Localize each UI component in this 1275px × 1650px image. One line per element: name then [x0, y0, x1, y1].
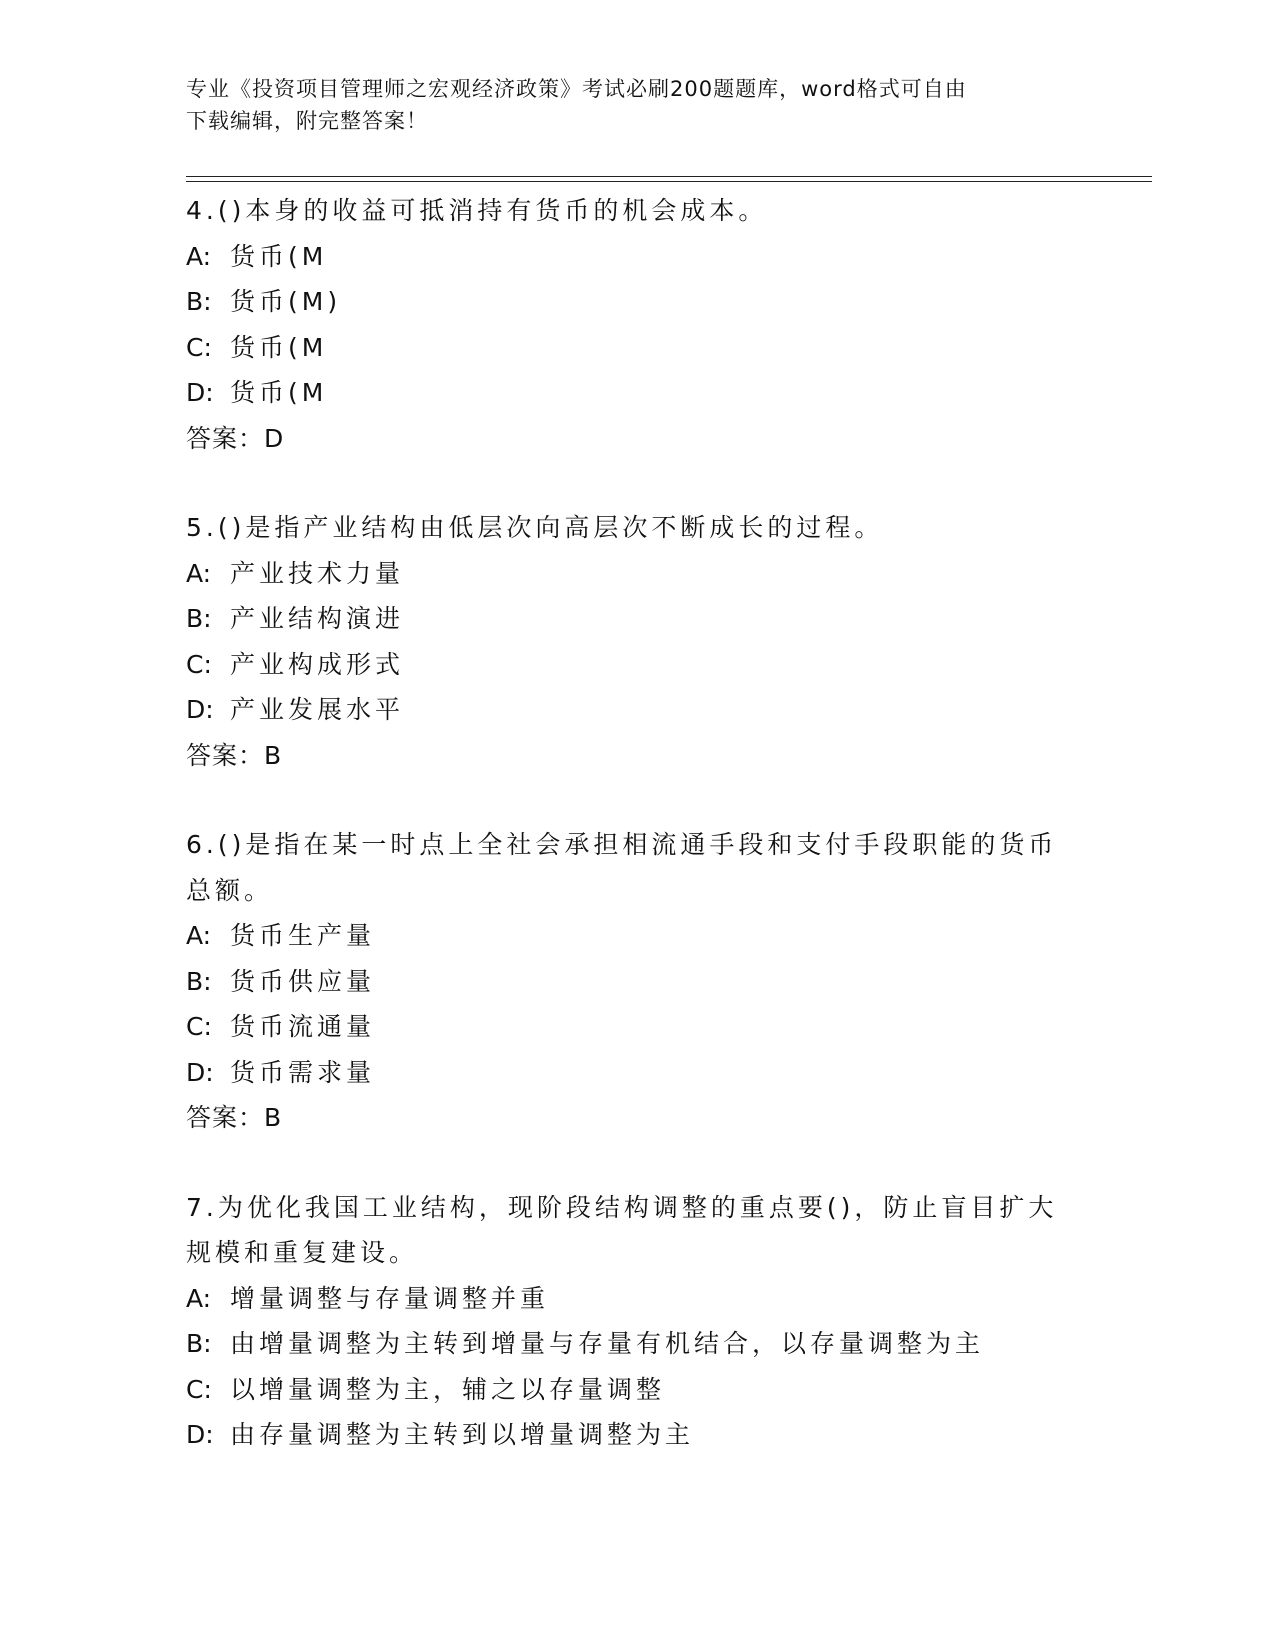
- option-b: [186, 596, 1066, 642]
- question-list: [186, 188, 1066, 1458]
- option-letter: A:: [186, 558, 212, 588]
- option-text: 货币(M: [230, 332, 328, 362]
- answer-line: 答案：B: [186, 740, 283, 770]
- question-6: [186, 822, 1066, 1141]
- option-text: 货币流通量: [230, 1012, 376, 1041]
- option-letter: B:: [186, 966, 212, 996]
- option-b: [186, 279, 1066, 325]
- option-letter: D:: [186, 695, 214, 724]
- option-d: [186, 370, 1066, 416]
- header-line-1: 专业《投资项目管理师之宏观经济政策》考试必刷200题题库，word格式可自由: [186, 77, 967, 101]
- option-c: [186, 642, 1066, 688]
- option-letter: D:: [186, 1420, 214, 1449]
- option-c: [186, 1367, 1066, 1413]
- option-text: 货币(M): [230, 287, 342, 316]
- header-divider-secondary: [186, 181, 1152, 182]
- option-letter: C:: [186, 332, 212, 362]
- question-5: [186, 505, 1066, 778]
- option-letter: D:: [186, 1057, 214, 1087]
- option-letter: C:: [186, 649, 212, 679]
- option-d: [186, 1412, 1066, 1458]
- option-a: [186, 1276, 1066, 1322]
- option-letter: A:: [186, 241, 212, 271]
- option-letter: D:: [186, 378, 214, 407]
- option-d: [186, 1050, 1066, 1096]
- question-stem: 4.()本身的收益可抵消持有货币的机会成本。: [186, 196, 768, 225]
- option-text: 由存量调整为主转到以增量调整为主: [230, 1420, 695, 1449]
- header-line-2: 下载编辑，附完整答案！: [186, 109, 428, 133]
- option-text: 货币供应量: [230, 966, 376, 996]
- option-letter: B:: [186, 287, 212, 316]
- option-a: [186, 913, 1066, 959]
- question-7: [186, 1185, 1066, 1458]
- question-stem: 5.()是指产业结构由低层次向高层次不断成长的过程。: [186, 513, 884, 542]
- option-b: [186, 959, 1066, 1005]
- option-b: [186, 1321, 1066, 1367]
- option-text: 货币生产量: [230, 921, 376, 950]
- option-text: 产业发展水平: [230, 695, 405, 724]
- option-text: 产业结构演进: [230, 604, 405, 633]
- option-a: [186, 551, 1066, 597]
- option-letter: A:: [186, 921, 212, 950]
- option-text: 货币(M: [230, 241, 328, 271]
- option-text: 增量调整与存量调整并重: [230, 1283, 550, 1313]
- option-c: [186, 325, 1066, 371]
- question-stem: 6.()是指在某一时点上全社会承担相流通手段和支付手段职能的货币总额。: [186, 830, 1058, 905]
- option-a: [186, 234, 1066, 280]
- option-letter: B:: [186, 604, 212, 633]
- option-letter: C:: [186, 1374, 212, 1404]
- option-letter: B:: [186, 1329, 212, 1358]
- option-letter: A:: [186, 1283, 212, 1313]
- answer-line: 答案：D: [186, 423, 285, 453]
- option-c: [186, 1004, 1066, 1050]
- header-divider: [186, 176, 1152, 177]
- option-text: 由增量调整为主转到增量与存量有机结合，以存量调整为主: [230, 1329, 985, 1358]
- option-text: 货币需求量: [230, 1057, 376, 1087]
- question-4: [186, 188, 1066, 461]
- option-letter: C:: [186, 1012, 212, 1041]
- answer-line: 答案：B: [186, 1103, 283, 1132]
- document-header: [186, 73, 1066, 137]
- question-stem: 7.为优化我国工业结构，现阶段结构调整的重点要()，防止盲目扩大规模和重复建设。: [186, 1192, 1058, 1267]
- option-text: 产业技术力量: [230, 558, 405, 588]
- option-text: 产业构成形式: [230, 649, 405, 679]
- option-text: 以增量调整为主，辅之以存量调整: [230, 1374, 666, 1404]
- option-text: 货币(M: [230, 378, 328, 407]
- option-d: [186, 687, 1066, 733]
